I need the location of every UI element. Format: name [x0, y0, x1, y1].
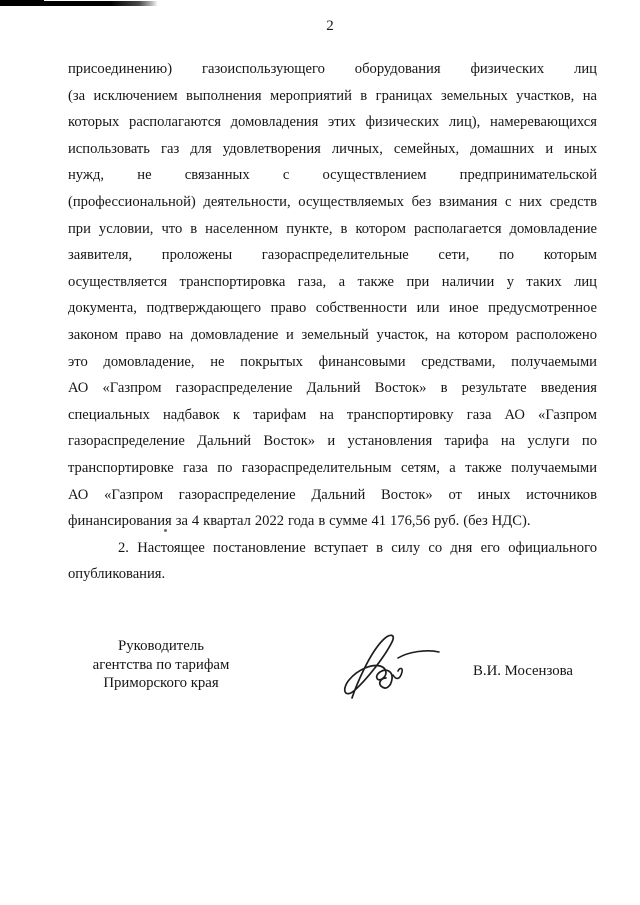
text-line: которых располагаются домовладения этих физических лиц), намеревающихся — [68, 114, 597, 131]
signer-title-line: Приморского края — [103, 675, 219, 692]
text-line: нужд, не связанных с осуществлением предпринимательской — [68, 167, 597, 184]
text-line: (профессиональной) деятельности, осуществляемых без взимания с них средств — [68, 193, 597, 210]
text-line: специальных надбавок к тарифам на транспортировку газа АО «Газпром — [68, 406, 597, 423]
text-line: осуществляется транспортировка газа, а также при наличии у таких лиц — [68, 273, 597, 290]
signer-name: В.И. Мосензова — [473, 663, 573, 679]
text-line: газораспределение Дальний Восток» и установления тарифа на услуги по — [68, 433, 597, 450]
text-line: АО «Газпром газораспределение Дальний Восток» от иных источников — [68, 486, 597, 503]
scan-artifact-nub — [0, 0, 44, 3]
text-line: присоединению) газоиспользующего оборудования физических лиц — [68, 61, 597, 77]
text-line: АО «Газпром газораспределение Дальний Восток» в результате введения — [68, 380, 597, 397]
text-line: это домовладение, не покрытых финансовыми средствами, получаемыми — [68, 353, 597, 370]
text-line: опубликования. — [68, 566, 166, 583]
signer-title-line: агентства по тарифам — [92, 656, 230, 673]
signer-title-line: Руководитель — [118, 638, 204, 654]
text-line: финансирования за 4 квартал 2022 года в сумме 41 176,56 руб. (без НДС). — [68, 513, 531, 530]
text-line: (за исключением выполнения мероприятий в границах земельных участков, на — [68, 87, 597, 104]
signer-position-title — [85, 637, 237, 693]
text-line: документа, подтверждающего право собственности или иное предусмотренное — [68, 300, 597, 317]
text-line: заявителя, проложены газораспределительные сети, по которым — [68, 247, 597, 264]
text-line: использовать газ для удовлетворения личных, семейных, домашних и иных — [68, 140, 597, 157]
document-body — [68, 56, 597, 588]
text-line: транспортировке газа по газораспределительным сетям, а также получаемыми — [68, 459, 597, 476]
text-line: при условии, что в населенном пункте, в котором располагается домовладение — [68, 220, 597, 237]
text-line: 2. Настоящее постановление вступает в силу со дня его официального — [118, 539, 597, 556]
handwritten-signature-icon — [336, 628, 446, 706]
page-number: 2 — [326, 18, 334, 34]
text-line: законом право на домовладение и земельный участок, на котором расположено — [68, 326, 597, 343]
